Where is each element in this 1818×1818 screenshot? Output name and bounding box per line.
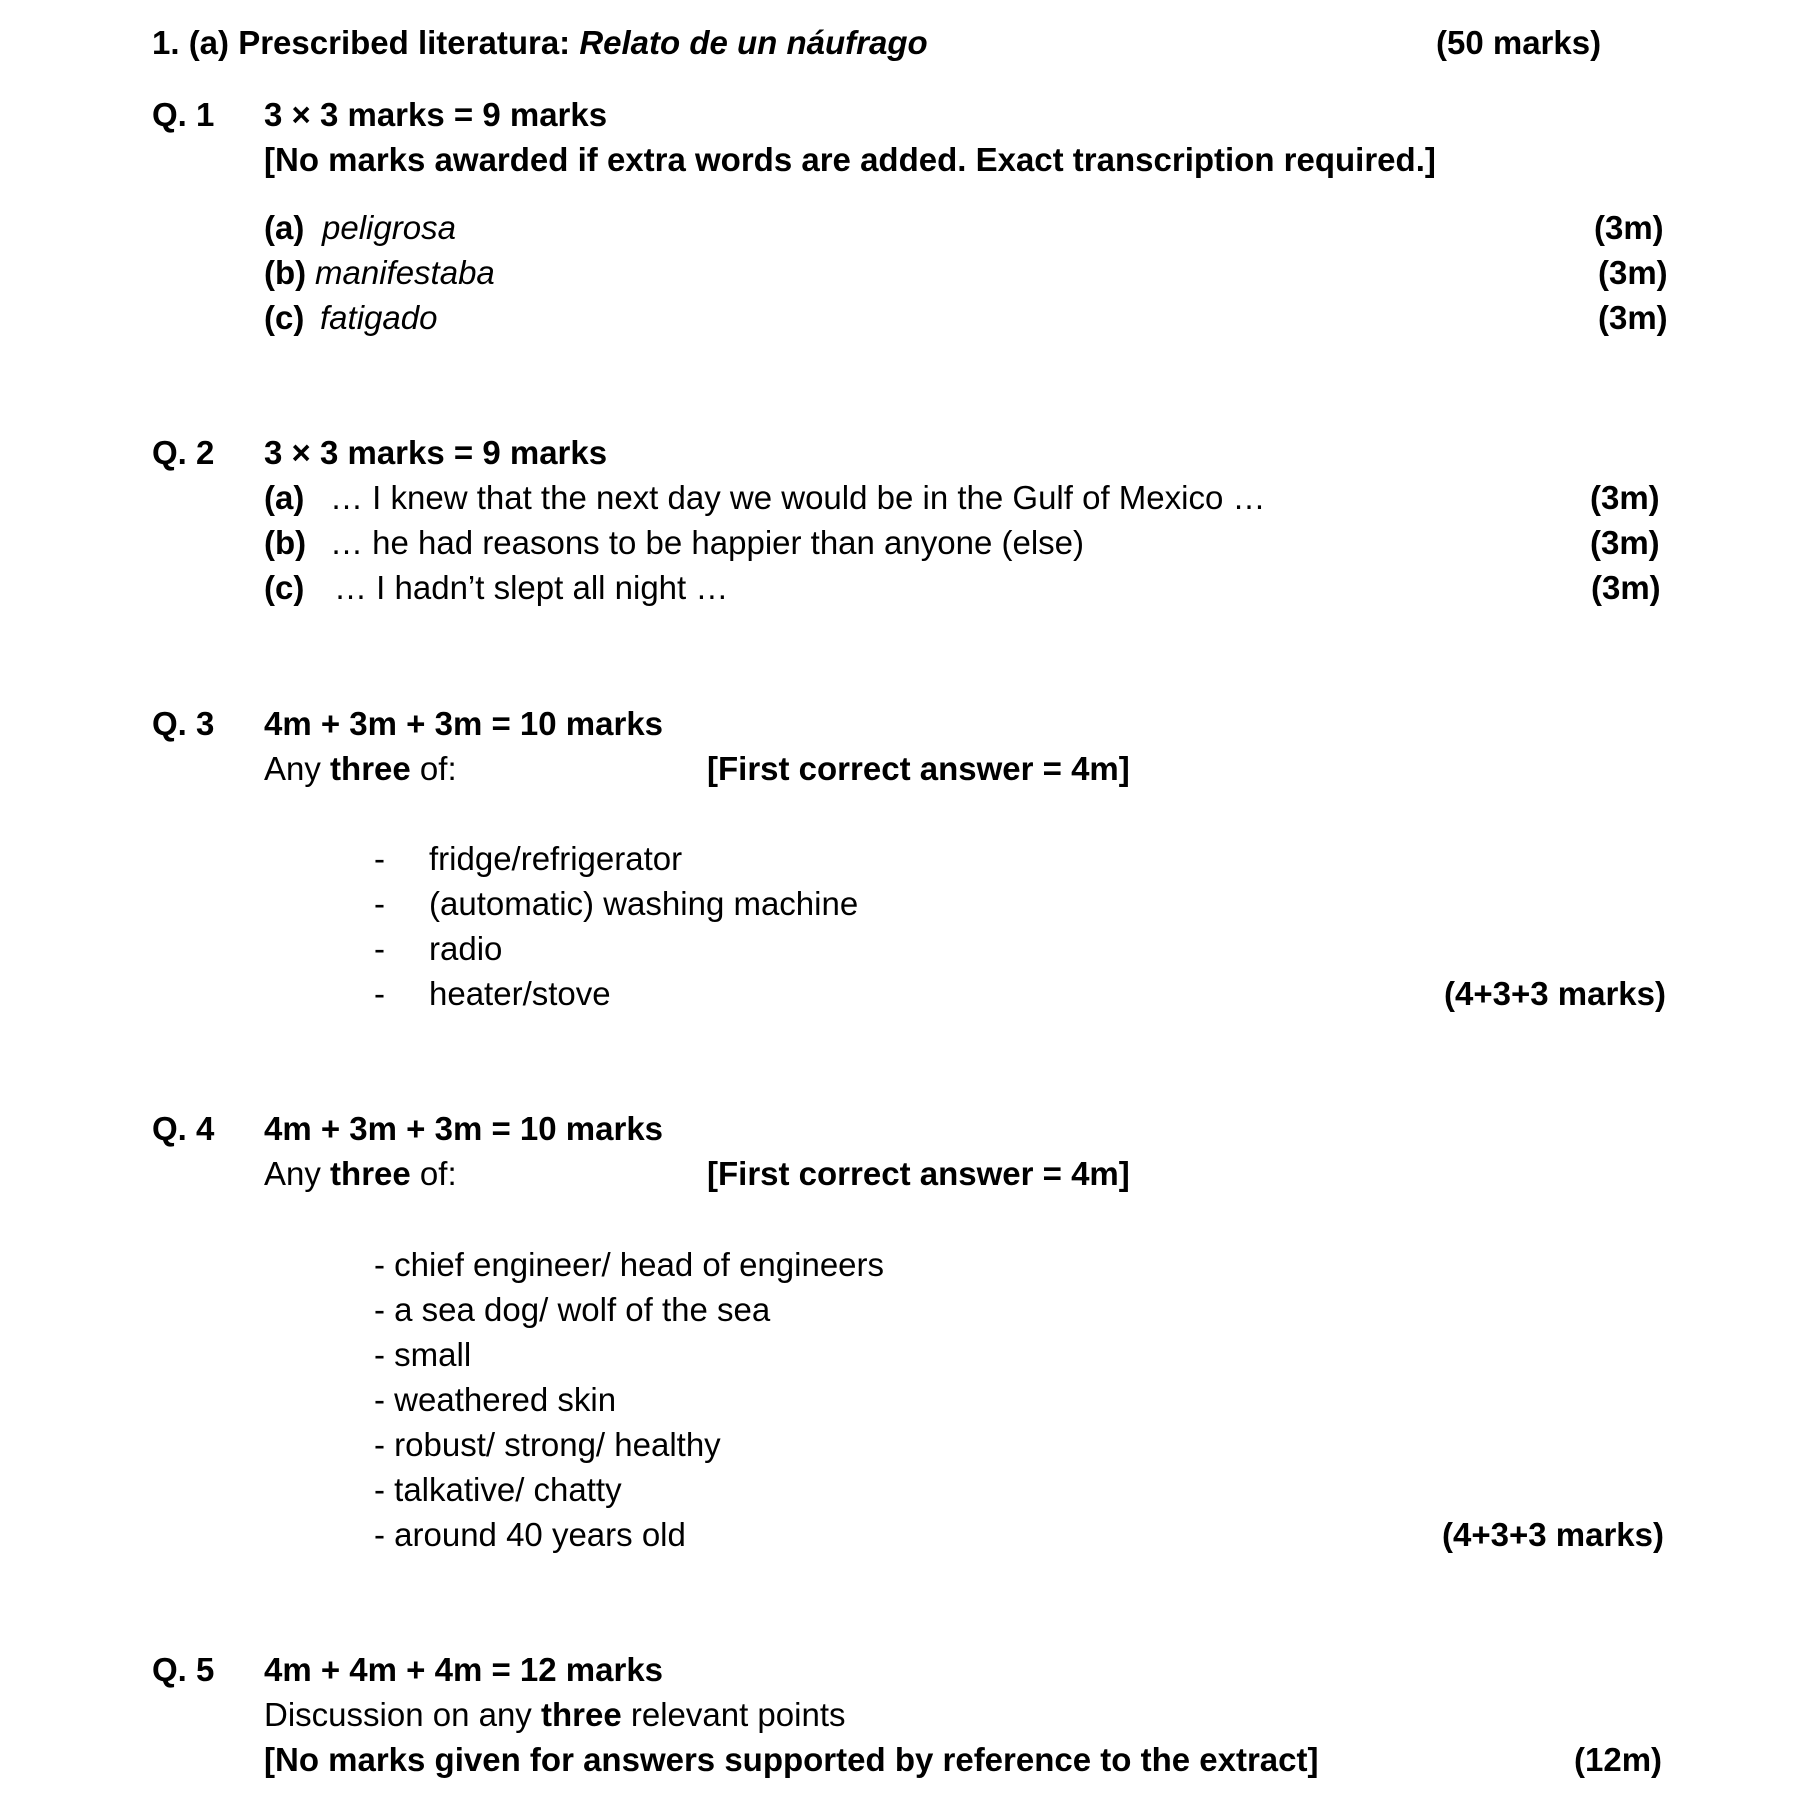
q2-answer-c: … I hadn’t slept all night …: [334, 569, 729, 606]
q2-marks-a: (3m): [1590, 479, 1660, 516]
q2-label-b: (b): [264, 524, 307, 561]
q5-disc-bold: three: [540, 1696, 622, 1733]
q5-note: [No marks given for answers supported by reference to the extract]: [264, 1741, 1319, 1778]
q3-bullet: -: [374, 975, 385, 1012]
q5-number: Q. 5: [152, 1651, 215, 1688]
title-prefix: 1. (a) Prescribed literatura:: [152, 24, 580, 61]
q5-disc-post: relevant points: [621, 1696, 846, 1733]
q3-item-4: heater/stove: [429, 975, 611, 1012]
q4-item-4: - weathered skin: [374, 1381, 617, 1418]
q2-formula: 3 × 3 marks = 9 marks: [264, 434, 608, 471]
q3-any-pre: Any: [264, 750, 331, 787]
q1-label-a: (a): [264, 209, 305, 246]
q5-marks: (12m): [1574, 1741, 1663, 1778]
q1-marks-a: (3m): [1594, 209, 1664, 246]
q2-label-a: (a): [264, 479, 305, 516]
page-title: [152, 26, 928, 59]
q4-item-1: - chief engineer/ head of engineers: [374, 1246, 885, 1283]
title-book: Relato de un náufrago: [579, 24, 928, 61]
q4-any-three: [264, 1157, 457, 1190]
q4-any-post: of:: [410, 1155, 457, 1192]
q5-formula: 4m + 4m + 4m = 12 marks: [264, 1651, 664, 1688]
q3-any-three: [264, 752, 457, 785]
total-marks: (50 marks): [1436, 24, 1602, 61]
q2-marks-b: (3m): [1590, 524, 1660, 561]
q1-answer-a: peligrosa: [322, 209, 456, 246]
q3-number: Q. 3: [152, 705, 215, 742]
q3-item-3: radio: [429, 930, 503, 967]
q1-number: Q. 1: [152, 96, 215, 133]
q1-label-c: (c): [264, 299, 305, 336]
q3-item-1: fridge/refrigerator: [429, 840, 683, 877]
q1-note: [No marks awarded if extra words are added. Exact transcription required.]: [264, 141, 1436, 178]
q1-marks-b: (3m): [1598, 254, 1668, 291]
q5-discussion: [264, 1698, 846, 1731]
q4-any-bold: three: [330, 1155, 411, 1192]
q1-answer-b: manifestaba: [315, 254, 495, 291]
q1-label-b: (b): [264, 254, 307, 291]
q4-number: Q. 4: [152, 1110, 215, 1147]
q5-disc-pre: Discussion on any: [264, 1696, 541, 1733]
q2-marks-c: (3m): [1591, 569, 1661, 606]
q3-item-2: (automatic) washing machine: [429, 885, 859, 922]
q4-item-3: - small: [374, 1336, 472, 1373]
q3-any-bold: three: [330, 750, 411, 787]
q3-first-correct: [First correct answer = 4m]: [707, 750, 1130, 787]
q3-bullet: -: [374, 930, 385, 967]
q1-answer-c: fatigado: [320, 299, 438, 336]
q3-any-post: of:: [410, 750, 457, 787]
q4-item-7: - around 40 years old: [374, 1516, 686, 1553]
q4-item-2: - a sea dog/ wolf of the sea: [374, 1291, 771, 1328]
q4-item-5: - robust/ strong/ healthy: [374, 1426, 721, 1463]
q1-formula: 3 × 3 marks = 9 marks: [264, 96, 608, 133]
q4-any-pre: Any: [264, 1155, 331, 1192]
q2-answer-a: … I knew that the next day we would be in the Gulf of Mexico …: [330, 479, 1266, 516]
q4-marks: (4+3+3 marks): [1442, 1516, 1664, 1553]
q2-answer-b: … he had reasons to be happier than anyone (else): [330, 524, 1085, 561]
q2-number: Q. 2: [152, 434, 215, 471]
q3-marks: (4+3+3 marks): [1444, 975, 1666, 1012]
q3-bullet: -: [374, 885, 385, 922]
q4-first-correct: [First correct answer = 4m]: [707, 1155, 1130, 1192]
q4-item-6: - talkative/ chatty: [374, 1471, 622, 1508]
q3-formula: 4m + 3m + 3m = 10 marks: [264, 705, 664, 742]
q2-label-c: (c): [264, 569, 305, 606]
q1-marks-c: (3m): [1598, 299, 1668, 336]
q3-bullet: -: [374, 840, 385, 877]
q4-formula: 4m + 3m + 3m = 10 marks: [264, 1110, 664, 1147]
